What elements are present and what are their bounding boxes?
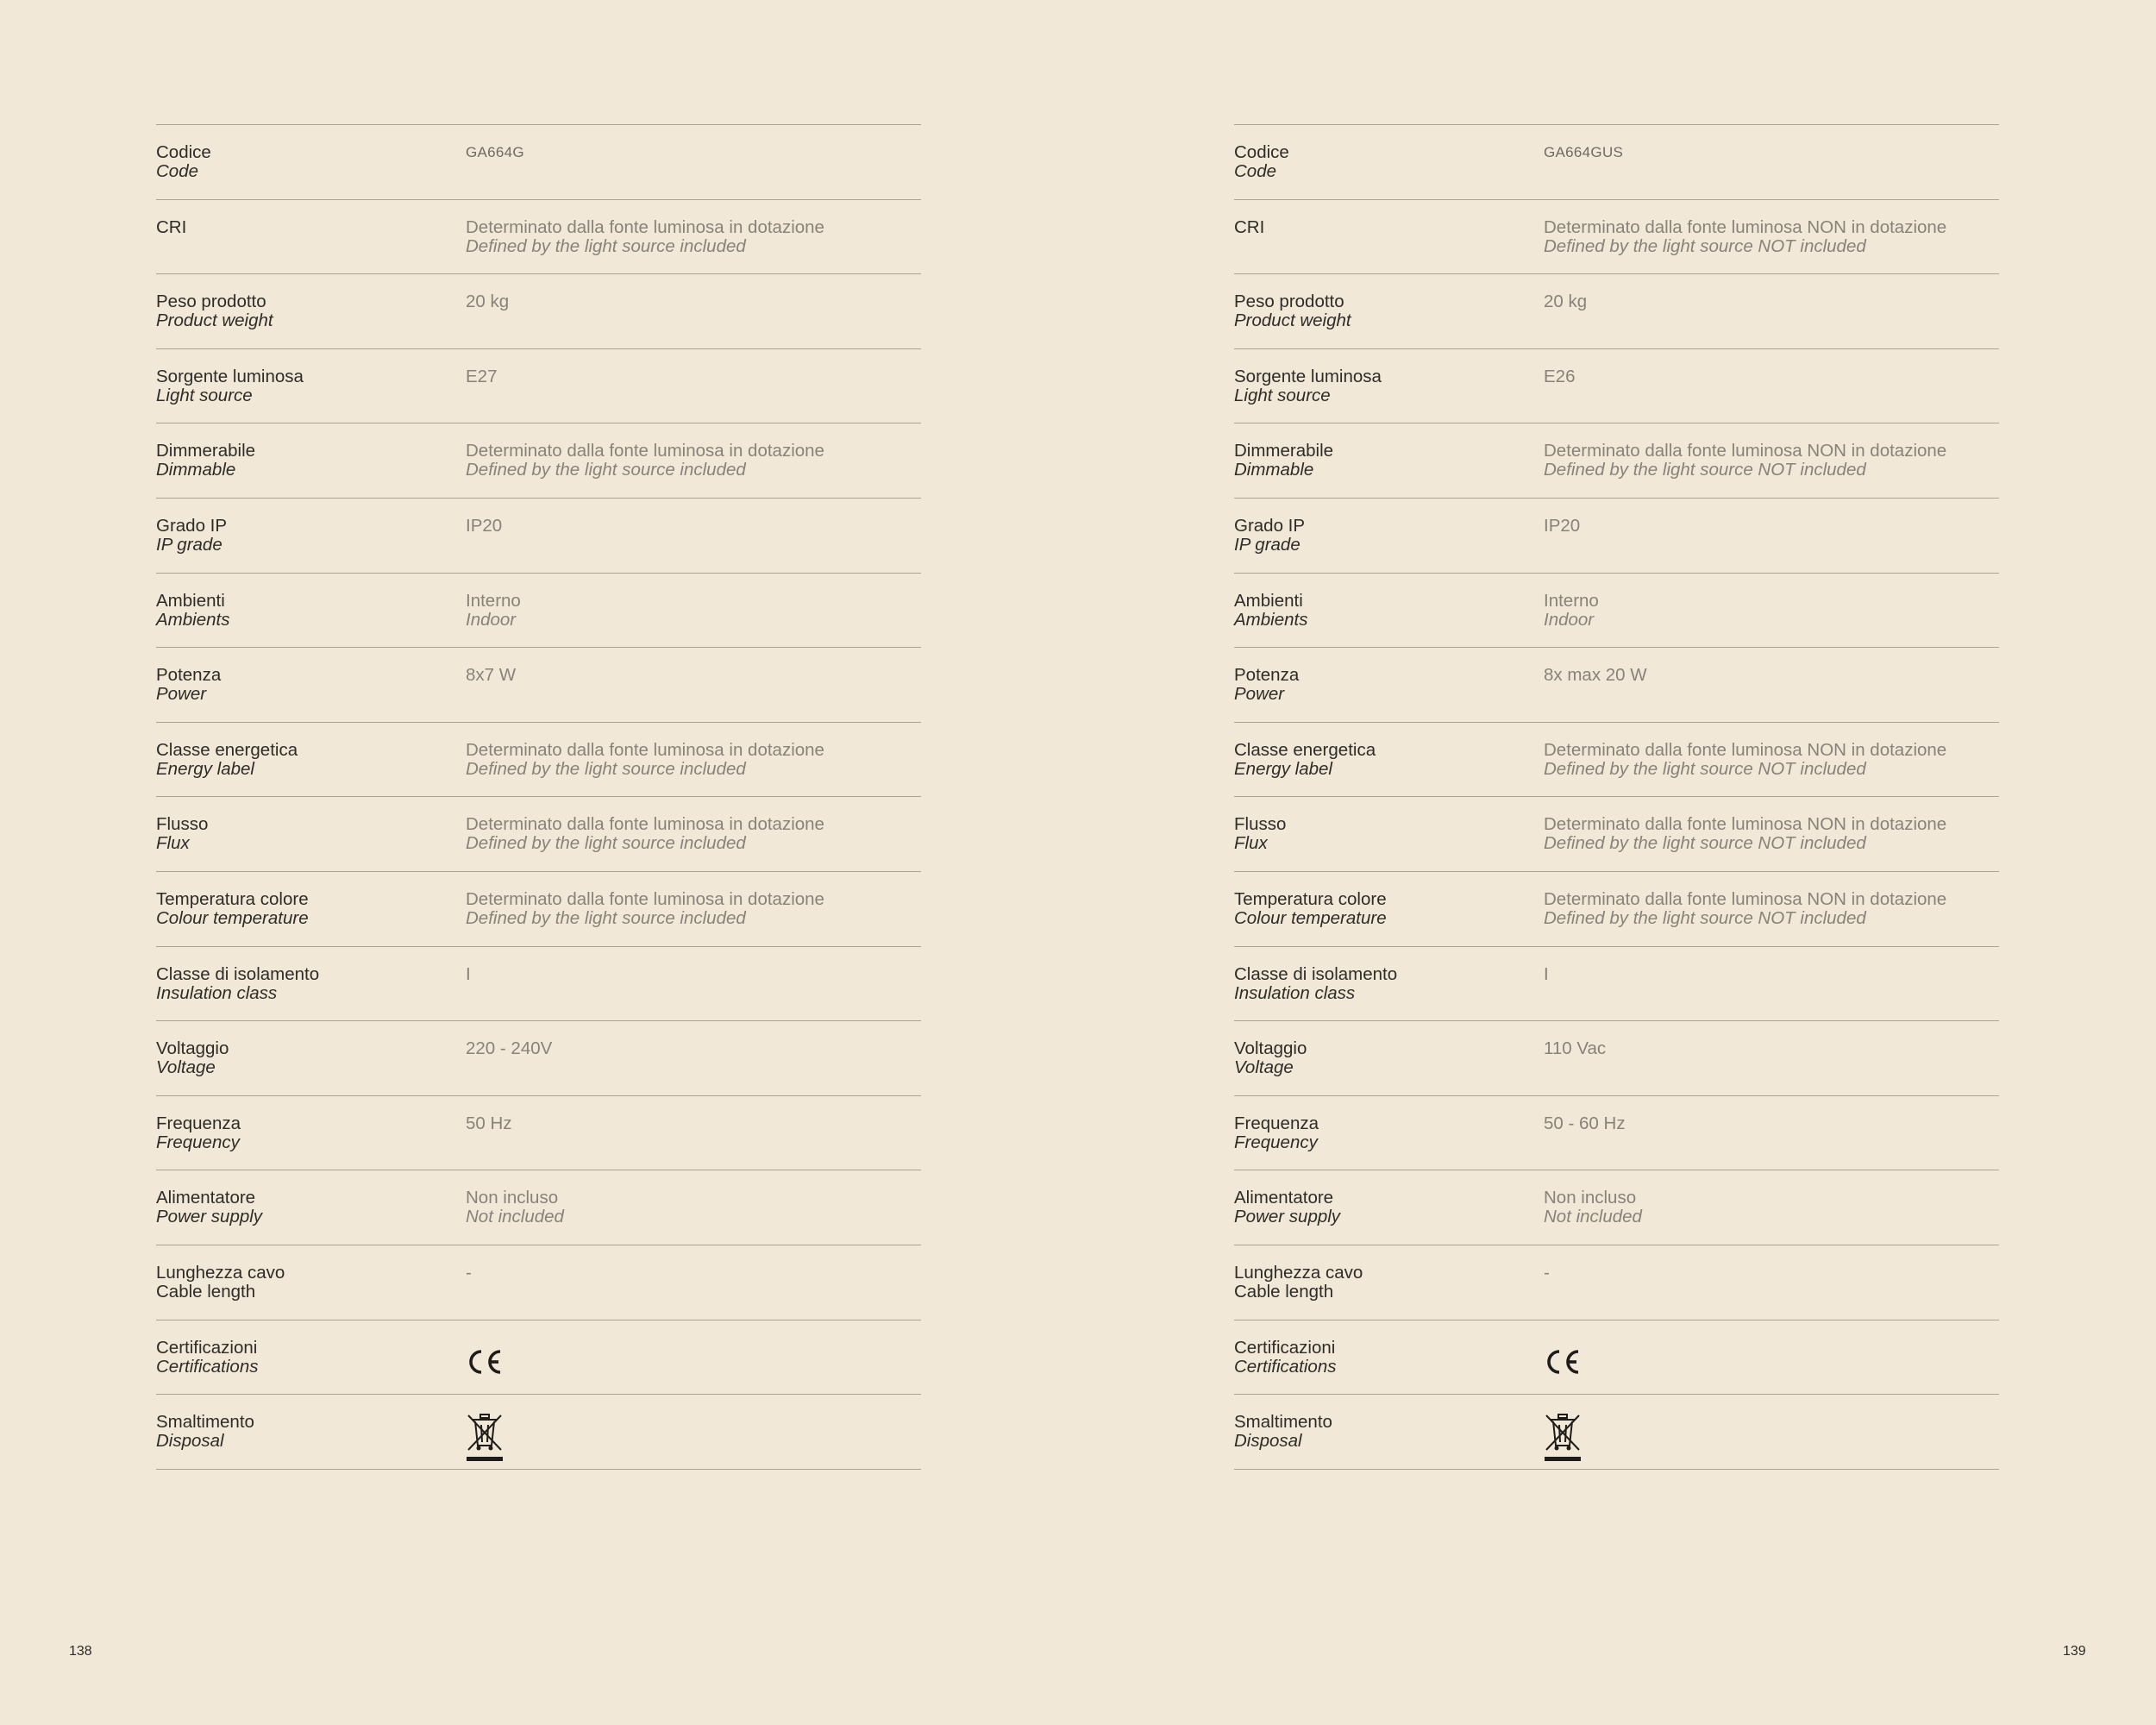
value-english: Defined by the light source NOT included (1544, 758, 1866, 779)
spec-label (156, 1413, 466, 1469)
spec-row-grado-ip (1234, 499, 1999, 574)
spec-label (1234, 741, 1544, 797)
spec-value (1544, 292, 1999, 348)
spec-label (1234, 1039, 1544, 1095)
spec-label (1234, 965, 1544, 1021)
label-english: Disposal (156, 1431, 224, 1452)
value-italian: E27 (466, 366, 498, 386)
spec-row-sorgente-luminosa (1234, 349, 1999, 424)
spec-label (156, 815, 466, 871)
label-english: Frequency (1234, 1132, 1318, 1152)
value-italian: Determinato dalla fonte luminosa NON in dotazione (1544, 441, 1947, 461)
spec-rows (156, 125, 921, 1470)
spec-row-lunghezza-cavo (1234, 1245, 1999, 1320)
spec-row-classe-di-isolamento (1234, 947, 1999, 1022)
spec-row-temperatura-colore (156, 872, 921, 947)
value-italian: 8x7 W (466, 665, 517, 686)
label-italian: Voltaggio (156, 1038, 229, 1059)
value-english: Defined by the light source NOT included (1544, 235, 1866, 256)
page-number-left: 138 (69, 1644, 92, 1659)
spec-value (466, 592, 921, 648)
value-italian: 20 kg (1544, 292, 1588, 312)
spec-value (1544, 741, 1999, 797)
spec-value (1544, 1114, 1999, 1170)
spec-label (1234, 1339, 1544, 1395)
value-english: Defined by the light source included (466, 235, 746, 256)
spec-table-page-139 (1234, 124, 1999, 1470)
spec-label (1234, 890, 1544, 946)
label-italian: Classe energetica (156, 739, 298, 760)
spec-value (1544, 1339, 1999, 1395)
value-italian: Determinato dalla fonte luminosa NON in dotazione (1544, 216, 1947, 237)
spec-table-page-138 (156, 124, 921, 1470)
label-italian: Lunghezza cavo (156, 1262, 285, 1283)
value-italian: I (466, 963, 471, 984)
value-english: Not included (1544, 1207, 1642, 1227)
value-english: Defined by the light source included (466, 758, 746, 779)
label-italian: Frequenza (156, 1113, 241, 1133)
spec-row-peso-prodotto (156, 274, 921, 349)
label-italian: Voltaggio (1234, 1038, 1307, 1059)
value-italian: IP20 (466, 515, 503, 536)
label-italian: Grado IP (1234, 515, 1306, 536)
value-italian: Determinato dalla fonte luminosa in dotazione (466, 441, 824, 461)
spec-row-smaltimento (156, 1395, 921, 1470)
label-english: Frequency (156, 1132, 240, 1152)
spec-value (466, 890, 921, 946)
value-english: Defined by the light source included (466, 460, 746, 480)
spec-row-grado-ip (156, 499, 921, 574)
label-italian: Codice (156, 142, 211, 162)
spec-label (1234, 815, 1544, 871)
spec-value (466, 367, 921, 423)
label-italian: Classe energetica (1234, 739, 1376, 760)
spec-value (1544, 218, 1999, 274)
spec-row-classe-energetica (1234, 723, 1999, 798)
value-italian: GA664G (466, 144, 524, 160)
label-italian: Peso prodotto (1234, 292, 1344, 312)
value-italian: I (1544, 963, 1549, 984)
spec-value (466, 1189, 921, 1245)
label-english: Light source (156, 385, 253, 405)
label-italian: Frequenza (1234, 1113, 1319, 1133)
spec-rows (1234, 125, 1999, 1470)
spec-row-cri (156, 200, 921, 275)
spec-row-ambienti (156, 574, 921, 649)
label-italian: Classe di isolamento (1234, 963, 1398, 984)
spec-value (1544, 1413, 1999, 1469)
value-italian: Interno (1544, 590, 1599, 611)
spec-row-temperatura-colore (1234, 872, 1999, 947)
spec-value (1544, 890, 1999, 946)
spec-row-voltaggio (156, 1021, 921, 1096)
spec-row-alimentatore (156, 1170, 921, 1245)
spec-value (466, 143, 921, 199)
spec-label (156, 1264, 466, 1320)
value-italian: 8x max 20 W (1544, 665, 1647, 686)
label-english: Cable length (156, 1281, 256, 1302)
label-italian: Flusso (156, 814, 209, 835)
label-italian: Alimentatore (1234, 1188, 1334, 1208)
spec-label (1234, 592, 1544, 648)
spec-row-codice (1234, 125, 1999, 200)
value-english: Defined by the light source NOT included (1544, 907, 1866, 928)
value-italian: Determinato dalla fonte luminosa in dotazione (466, 216, 824, 237)
spec-value (466, 517, 921, 573)
label-italian: CRI (1234, 216, 1265, 237)
spec-row-classe-di-isolamento (156, 947, 921, 1022)
spec-value (1544, 143, 1999, 199)
label-italian: Lunghezza cavo (1234, 1262, 1363, 1283)
label-italian: Alimentatore (156, 1188, 256, 1208)
spec-value (466, 1339, 921, 1395)
spec-value (1544, 367, 1999, 423)
label-english: Code (1234, 161, 1277, 181)
value-english: Defined by the light source included (466, 907, 746, 928)
value-italian: E26 (1544, 366, 1576, 386)
label-english: Energy label (156, 758, 254, 779)
spec-value (466, 1039, 921, 1095)
spec-value (1544, 815, 1999, 871)
value-italian: - (1544, 1262, 1550, 1283)
label-english: Ambients (1234, 609, 1308, 630)
spec-value (1544, 442, 1999, 498)
value-italian: Interno (466, 590, 521, 611)
spec-row-flusso (1234, 797, 1999, 872)
value-italian: 50 - 60 Hz (1544, 1113, 1626, 1133)
label-english: Ambients (156, 609, 230, 630)
label-italian: Dimmerabile (1234, 441, 1334, 461)
value-italian: Determinato dalla fonte luminosa in dotazione (466, 739, 824, 760)
spec-value (466, 666, 921, 722)
label-english: Colour temperature (1234, 907, 1387, 928)
label-italian: Sorgente luminosa (1234, 366, 1382, 386)
value-italian: Determinato dalla fonte luminosa NON in dotazione (1544, 739, 1947, 760)
label-english: Power (1234, 684, 1285, 705)
spec-label (156, 143, 466, 199)
spec-label (1234, 292, 1544, 348)
label-italian: CRI (156, 216, 187, 237)
spec-label (1234, 143, 1544, 199)
label-english: Cable length (1234, 1281, 1334, 1302)
spec-label (156, 442, 466, 498)
spec-label (1234, 1189, 1544, 1245)
ce-mark-icon (466, 1347, 504, 1377)
label-italian: Smaltimento (156, 1412, 254, 1433)
spec-value (1544, 592, 1999, 648)
value-italian: Determinato dalla fonte luminosa NON in dotazione (1544, 888, 1947, 909)
spec-value (1544, 1039, 1999, 1095)
spec-row-potenza (1234, 648, 1999, 723)
spec-label (1234, 1413, 1544, 1469)
spec-label (156, 1039, 466, 1095)
spec-label (156, 1339, 466, 1395)
value-english: Indoor (466, 609, 517, 630)
spec-row-frequenza (156, 1096, 921, 1171)
label-italian: Ambienti (1234, 590, 1303, 611)
weee-bin-icon (1544, 1413, 1582, 1463)
label-italian: Temperatura colore (156, 888, 309, 909)
value-italian: Non incluso (466, 1188, 559, 1208)
label-english: Light source (1234, 385, 1331, 405)
spec-value (466, 218, 921, 274)
label-italian: Peso prodotto (156, 292, 266, 312)
label-english: Flux (1234, 833, 1268, 854)
label-italian: Flusso (1234, 814, 1287, 835)
spec-row-certificazioni (156, 1320, 921, 1396)
label-english: Power supply (1234, 1207, 1341, 1227)
value-italian: Non incluso (1544, 1188, 1637, 1208)
value-italian: 110 Vac (1544, 1038, 1607, 1059)
spec-row-alimentatore (1234, 1170, 1999, 1245)
label-english: Insulation class (1234, 982, 1356, 1003)
label-italian: Codice (1234, 142, 1289, 162)
value-english: Indoor (1544, 609, 1595, 630)
value-italian: - (466, 1262, 472, 1283)
spec-row-classe-energetica (156, 723, 921, 798)
spec-label (1234, 666, 1544, 722)
spec-row-flusso (156, 797, 921, 872)
spec-label (156, 292, 466, 348)
spec-value (466, 292, 921, 348)
spec-value (1544, 517, 1999, 573)
label-italian: Certificazioni (156, 1337, 258, 1358)
spec-row-dimmerabile (156, 423, 921, 499)
spec-label (156, 666, 466, 722)
spec-row-ambienti (1234, 574, 1999, 649)
spec-value (466, 1114, 921, 1170)
label-italian: Dimmerabile (156, 441, 256, 461)
spec-label (1234, 367, 1544, 423)
label-english: Voltage (1234, 1057, 1294, 1078)
label-english: Flux (156, 833, 190, 854)
spec-label (156, 965, 466, 1021)
value-italian: 220 - 240V (466, 1038, 553, 1059)
label-english: Dimmable (1234, 460, 1314, 480)
spec-row-voltaggio (1234, 1021, 1999, 1096)
spec-row-smaltimento (1234, 1395, 1999, 1470)
spec-label (1234, 1264, 1544, 1320)
spec-label (1234, 1114, 1544, 1170)
label-italian: Potenza (1234, 665, 1300, 686)
spec-label (156, 218, 466, 274)
label-italian: Ambienti (156, 590, 225, 611)
label-italian: Temperatura colore (1234, 888, 1387, 909)
value-english: Defined by the light source NOT included (1544, 460, 1866, 480)
value-english: Not included (466, 1207, 564, 1227)
value-english: Defined by the light source NOT included (1544, 833, 1866, 854)
label-english: Dimmable (156, 460, 236, 480)
label-english: Disposal (1234, 1431, 1302, 1452)
value-italian: Determinato dalla fonte luminosa NON in dotazione (1544, 814, 1947, 835)
spec-value (1544, 965, 1999, 1021)
spec-row-cri (1234, 200, 1999, 275)
label-italian: Smaltimento (1234, 1412, 1332, 1433)
spec-value (466, 965, 921, 1021)
spec-label (156, 890, 466, 946)
spec-row-peso-prodotto (1234, 274, 1999, 349)
label-english: Energy label (1234, 758, 1332, 779)
label-italian: Grado IP (156, 515, 228, 536)
value-italian: IP20 (1544, 515, 1581, 536)
label-english: Certifications (1234, 1356, 1337, 1377)
spec-label (156, 592, 466, 648)
label-italian: Potenza (156, 665, 222, 686)
weee-bin-icon (466, 1413, 504, 1463)
spec-row-lunghezza-cavo (156, 1245, 921, 1320)
label-english: Product weight (1234, 310, 1351, 331)
spec-label (156, 517, 466, 573)
spec-row-codice (156, 125, 921, 200)
spec-value (1544, 666, 1999, 722)
label-english: Insulation class (156, 982, 278, 1003)
label-english: Product weight (156, 310, 273, 331)
spec-value (466, 1264, 921, 1320)
spec-label (1234, 442, 1544, 498)
value-italian: 20 kg (466, 292, 510, 312)
label-english: Colour temperature (156, 907, 309, 928)
spec-value (466, 815, 921, 871)
page-number-right: 139 (2063, 1644, 2086, 1659)
spec-label (156, 1189, 466, 1245)
spec-label (156, 367, 466, 423)
spec-value (466, 442, 921, 498)
spec-row-potenza (156, 648, 921, 723)
spec-row-sorgente-luminosa (156, 349, 921, 424)
ce-mark-icon (1544, 1347, 1582, 1377)
label-english: Power (156, 684, 207, 705)
label-italian: Classe di isolamento (156, 963, 320, 984)
spec-label (156, 1114, 466, 1170)
value-english: Defined by the light source included (466, 833, 746, 854)
spec-row-frequenza (1234, 1096, 1999, 1171)
value-italian: Determinato dalla fonte luminosa in dotazione (466, 888, 824, 909)
spec-row-dimmerabile (1234, 423, 1999, 499)
label-italian: Certificazioni (1234, 1337, 1336, 1358)
spec-label (1234, 218, 1544, 274)
label-english: Certifications (156, 1356, 259, 1377)
label-english: IP grade (1234, 534, 1300, 555)
label-english: IP grade (156, 534, 222, 555)
spec-value (466, 1413, 921, 1469)
spec-row-certificazioni (1234, 1320, 1999, 1396)
spec-value (1544, 1189, 1999, 1245)
spec-value (466, 741, 921, 797)
label-english: Code (156, 161, 199, 181)
value-italian: 50 Hz (466, 1113, 512, 1133)
spec-label (156, 741, 466, 797)
label-english: Voltage (156, 1057, 216, 1078)
label-english: Power supply (156, 1207, 263, 1227)
spec-value (1544, 1264, 1999, 1320)
label-italian: Sorgente luminosa (156, 366, 304, 386)
value-italian: GA664GUS (1544, 144, 1624, 160)
value-italian: Determinato dalla fonte luminosa in dotazione (466, 814, 824, 835)
spec-label (1234, 517, 1544, 573)
